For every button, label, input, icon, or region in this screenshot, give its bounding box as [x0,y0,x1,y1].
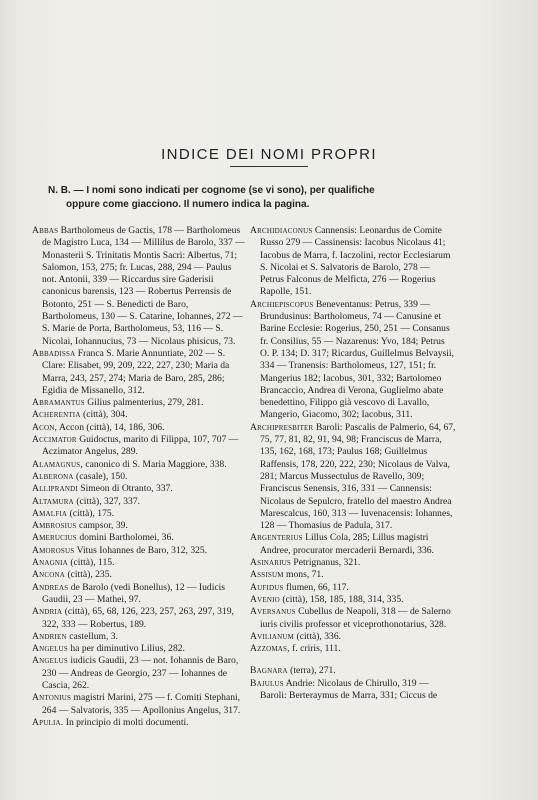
entry-headword: Assisum [250,569,284,581]
index-entry [32,409,246,421]
index-entry [32,582,246,607]
index-entry [250,606,456,631]
index-entry [250,569,456,581]
entry-text: (città), 304. [83,409,128,421]
index-entry [32,557,246,569]
entry-headword: Archipresbiter [250,421,314,433]
entry-text: iudicis Gaudii, 23 — not. Iohannis de Baro, 230 — Andreas de Georgio, 237 — Iohannes de Cascia, 262. [42,655,239,691]
entry-text: de Barolo (vedi Bonellus), 12 — Iudicis Gaudii, 23 — Mathei, 97. [42,581,226,605]
index-entry [250,422,456,533]
entry-text: (terra), 271. [290,665,336,677]
editorial-note [48,184,498,212]
note-line-2: oppure come giacciono. Il numero indica la pagina. [66,199,310,210]
entry-text: Accon (città), 14, 186, 306. [58,421,165,433]
entry-headword: Altamura [32,495,74,507]
index-entry [250,582,456,594]
index-entry [250,557,456,569]
index-column-right [250,225,456,702]
entry-headword: Anagnia [32,557,68,569]
entry-headword: Accimator [32,434,77,446]
entry-text: f. criris, 111. [292,643,341,655]
index-entry [250,678,456,703]
entry-headword: Abbadissa [32,347,76,359]
entry-headword: Ambrosius [32,520,77,532]
entry-text: Beneventanus: Petrus, 339 — Brundusinus: Bartholomeus, 74 — Canusine et Barine Ecclesie: Rogerius, 250, 251 — Consanus fr. Consilius, 55 — Nazarenus: Yvo, 184; Petrus O. P. 134; D. 317; Ricardus, Guillelmus Belvaysii, 334 — Tranensis: Bartholomeus, 127, 151; fr. Mangerius 182; Iacobus, 301, 332; Bartolomeo Brancaccio, Andrea di Verona, Guglielmo abate benedettino, Filippo già vescovo di Lavallo, Mangerio, Giacomo, 302; Iacobus, 311. [260,298,455,421]
entry-text: Lillus Cola, 285; Lillus magistri Andree, procurator mercaderii Bernardi, 336. [260,532,434,556]
index-entry [32,655,246,692]
entry-headword: Amorosus [32,544,75,556]
index-entry [32,606,246,631]
entry-text: domini Bartholomei, 36. [79,532,174,544]
entry-text: campsor, 39. [78,520,128,532]
index-entry [32,717,246,729]
entry-text: Cannensis: Leonardus de Comite Russo 279 — Cassinensis: Iacobus Nicolaus 41; Iacobus de Marra, f. Iaczolini, rector Ecclesiarum S. Nicolai et S. Salvatoris de Barolo, 278 — Petrus Falconus de Melficta, 276 — Rogerius Rapolle, 151. [260,225,451,298]
entry-text: flumen, 66, 117. [286,581,349,593]
index-entry [250,631,456,643]
note-line-1: N. B. — I nomi sono indicati per cognome (se vi sono), per qualifiche [48,185,375,196]
entry-headword: Andrien [32,630,67,642]
entry-text: (casale), 150. [76,470,128,482]
index-column-left [32,225,246,729]
index-entry [250,225,456,299]
entry-headword: Avenio [250,593,280,605]
entry-text: (città), 336. [296,630,342,642]
entry-headword: Amerucius [32,532,77,544]
entry-headword: Acherentia [32,409,81,421]
entry-text: Gilius palmenterius, 279, 281. [87,397,204,409]
entry-headword: Aufidus [250,581,284,593]
entry-text: Franca S. Marie Annuntiate, 202 — S. Clare: Elisabet, 99, 209, 222, 227, 230; Maria da Marra, 243, 257, 274; Maria de Baro, 285, 286; Egidia de Missanello, 312. [42,347,230,396]
entry-text: (città), 158, 185, 188, 314, 335. [282,593,404,605]
entry-text: Baroli: Pascalis de Palmerio, 64, 67, 75, 77, 81, 82, 91, 94, 98; Franciscus de Marra, 135, 162, 168, 173; Paulus 168; Guillelmus Raffensis, 178, 220, 222, 230; Nicolaus de Valva, 281; Marcus Mussectulus de Ravello, 309; Franciscus Senensis, 316, 331 — Cannensis: Nicolaus de Sepulcro, fratello del maestro Andrea Marescalcus, 160, 313 — Iuvenacensis: Iohannes, 128 — Thomasius de Padula, 317. [260,421,456,532]
entry-text: canonico di S. Maria Maggiore, 338. [85,458,227,470]
entry-headword: Aversanus [250,606,296,618]
entry-headword: Asinarius [250,557,292,569]
index-entry [32,532,246,544]
entry-headword: Amalfia [32,507,68,519]
section-gap [250,655,456,665]
entry-headword: Alberona [32,470,74,482]
index-entry [32,508,246,520]
entry-text: magistri Marini, 275 — f. Comiti Stephani, 264 — Salvatoris, 335 — Apollonius Angelus, 317. [42,692,241,716]
index-entry [250,643,456,655]
title-underline [230,166,308,167]
entry-text: Andrie: Nicolaus de Chirullo, 319 — Baroli: Berteraymus de Marra, 331; Ciccus de [260,677,438,701]
index-entry [250,532,456,557]
entry-headword: Alamagnus, [32,458,83,470]
index-entry [32,545,246,557]
index-entry [32,397,246,409]
entry-headword: Azzomas, [250,643,290,655]
entry-text: (città), 175. [69,507,115,519]
index-entry [32,496,246,508]
index-entry [32,459,246,471]
entry-headword: Ancona [32,569,66,581]
index-entry [250,665,456,677]
index-entry [32,422,246,434]
index-entry [32,483,246,495]
entry-text: (città), 115. [70,557,115,569]
index-entry [32,520,246,532]
entry-headword: Bagnara [250,665,288,677]
entry-text: (città), 235. [67,569,112,581]
entry-headword: Bajulus [250,677,284,689]
entry-text: mons, 71. [286,569,324,581]
entry-text: Simeon di Otranto, 337. [80,483,173,495]
entry-headword: Andreas [32,581,69,593]
entry-headword: Angelus [32,655,68,667]
entry-headword: Apulia. [32,716,64,728]
entry-text: Bartholomeus de Gactis, 178 — Bartholomeus de Magistro Luca, 134 — Millilus de Barolo, 337 — Monasterii S. Trinitatis Montis Sacri: Albertus, 71; Salomon, 153, 275; fr. Lucas, 288, 294 — Paulus not. Antonii, 339 — Riccardus sire Gaderisii canonicus barensis, 123 — Robertus Perrensis de Botonto, 251 — S. Benedicti de Baro, Bartholomeus, 130 — S. Catarine, Iohannes, 272 — S. Marie de Porta, Bartholomeus, 53, 116 — S. Nicolai, Iohannucius, 73 — Nicolaus phisicus, 73. [42,225,245,347]
entry-text: Guidoctus, marito di Filippa, 107, 707 — Aczimator Angelus, 289. [42,434,239,458]
entry-headword: Acon, [32,421,58,433]
index-entry [32,471,246,483]
entry-headword: Archiepiscopus [250,298,314,310]
entry-headword: Antonius [32,692,72,704]
entry-text: Vitus Iohannes de Baro, 312, 325. [76,544,208,556]
entry-text: ha per diminutivo Lilius, 282. [70,643,185,655]
index-entry [250,594,456,606]
entry-headword: Avilianum [250,630,295,642]
index-entry [32,692,246,717]
index-entry [32,631,246,643]
entry-text: Cubellus de Neapoli, 318 — de Salerno iuris civilis professor et viceprothonotarius, 328. [260,606,451,630]
entry-text: castellum, 3. [69,630,118,642]
entry-text: Petrignanus, 321. [293,557,361,569]
entry-headword: Alliprandi [32,483,78,495]
entry-headword: Abbas [32,225,59,236]
entry-headword: Abramantus [32,397,85,409]
entry-text: (città), 65, 68, 126, 223, 257, 263, 297, 319, 322, 333 — Robertus, 189. [42,606,234,630]
page-title: INDICE DEI NOMI PROPRI [161,146,377,163]
index-entry [32,643,246,655]
entry-text: (città), 327, 337. [76,495,141,507]
index-entry [32,434,246,459]
index-entry [250,299,456,422]
index-entry [32,225,246,348]
index-entry [32,348,246,397]
entry-headword: Archidiaconus [250,225,313,236]
index-entry [32,569,246,581]
entry-text: In principio di molti documenti. [65,716,189,728]
entry-headword: Angelus [32,643,68,655]
entry-headword: Andria [32,606,63,618]
entry-headword: Argenterius [250,532,303,544]
